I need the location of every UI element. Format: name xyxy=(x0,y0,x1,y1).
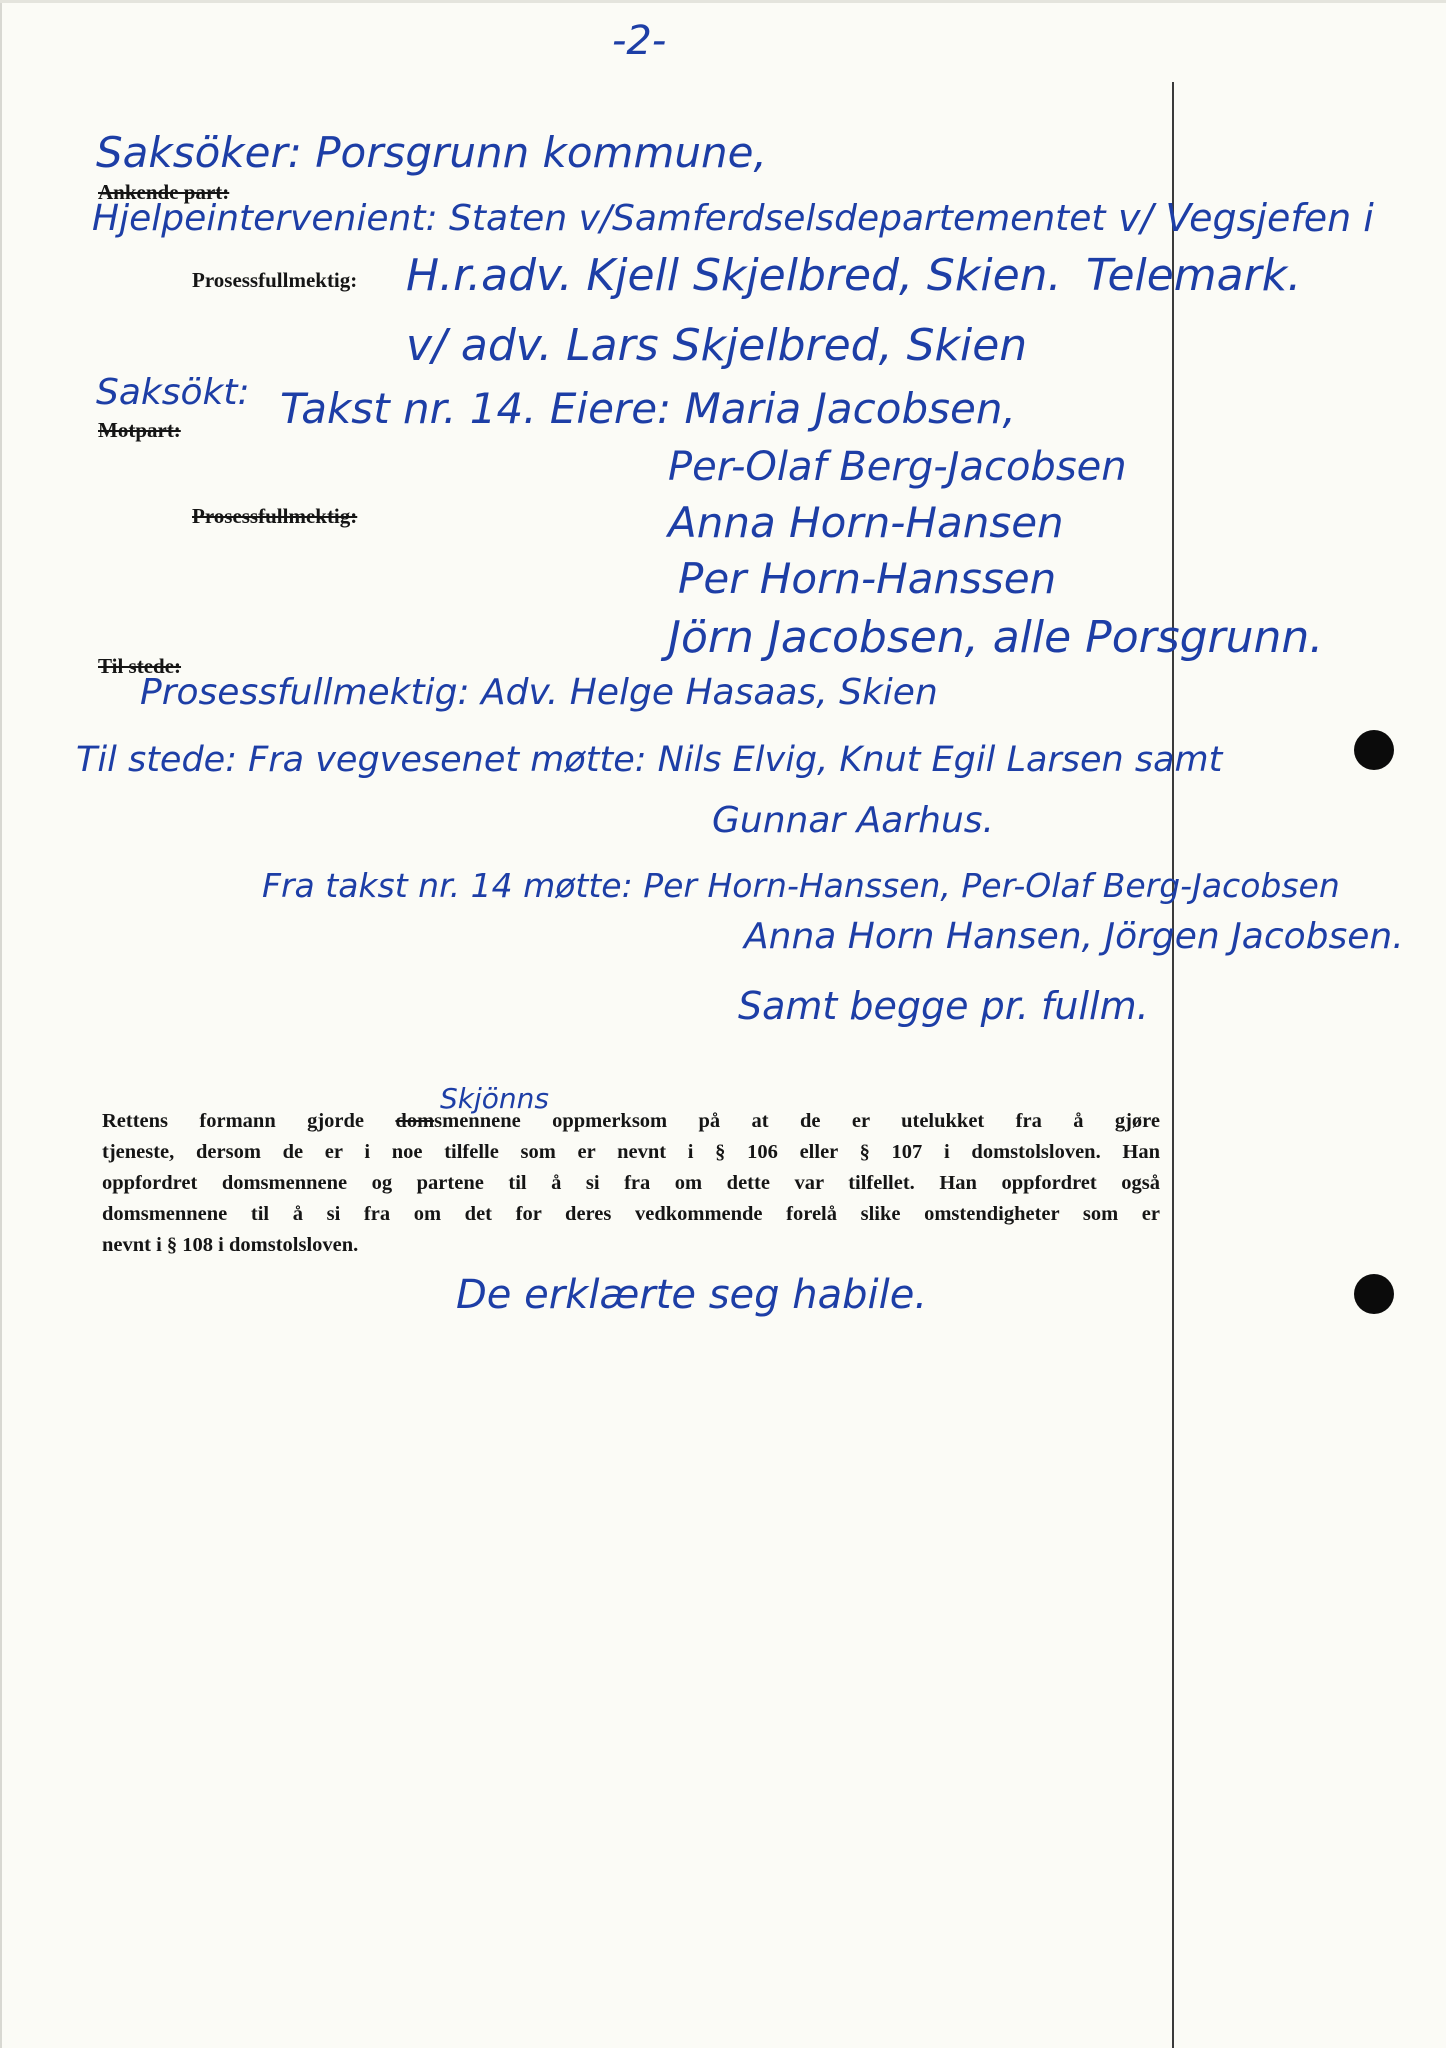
hand-de-erklaerte: De erklærte seg habile. xyxy=(456,1272,928,1318)
hand-prosessfullmektig-2: Prosessfullmektig: Adv. Helge Hasaas, Skien xyxy=(140,672,938,713)
hand-hjelpeintervenient: Hjelpeintervenient: Staten v/Samferdselsdepartementet xyxy=(92,198,1106,239)
hand-samt-begge: Samt begge pr. fullm. xyxy=(738,984,1149,1028)
margin-line xyxy=(1172,82,1174,2048)
hand-owner-3: Anna Horn-Hansen xyxy=(668,498,1064,547)
hand-vegsjefen: v/ Vegsjefen i xyxy=(1118,196,1374,240)
hand-saksokt-value: Takst nr. 14. Eiere: Maria Jacobsen, xyxy=(280,384,1016,433)
page-left-edge xyxy=(0,0,2,2048)
paragraph-line-1: Rettens formann gjorde domsmennene oppmerksom på at de er utelukket fra å gjøre xyxy=(102,1110,1160,1132)
paragraph-line-4: domsmennene til å si fra om det for deres vedkommende forelå slike omstendigheter som er xyxy=(102,1203,1160,1225)
struck-dom: dom xyxy=(395,1110,435,1132)
hand-telemark: Telemark. xyxy=(1086,250,1302,301)
hand-prosessfullmektig-name: H.r.adv. Kjell Skjelbred, Skien. xyxy=(406,250,1062,301)
label-prosessfullmektig: Prosessfullmektig: xyxy=(192,268,358,292)
hand-adv-lars: v/ adv. Lars Skjelbred, Skien xyxy=(406,320,1028,371)
label-til-stede: Til stede: xyxy=(98,654,182,678)
hand-owner-5: Jörn Jacobsen, alle Porsgrunn. xyxy=(668,612,1324,663)
hand-owner-4: Per Horn-Hanssen xyxy=(678,554,1057,603)
court-paragraph xyxy=(102,1106,1160,1261)
label-ankende-part: Ankende part: xyxy=(98,180,230,204)
label-prosessfullmektig-2: Prosessfullmektig: xyxy=(192,504,358,528)
hand-owner-2: Per-Olaf Berg-Jacobsen xyxy=(668,444,1127,490)
hand-gunnar: Gunnar Aarhus. xyxy=(712,800,994,841)
punch-hole-lower xyxy=(1354,1274,1394,1314)
label-motpart: Motpart: xyxy=(98,418,181,442)
paragraph-line-2: tjeneste, dersom de er i noe tilfelle som er nevnt i § 106 eller § 107 i domstolsloven. Han xyxy=(102,1141,1160,1163)
hand-til-stede-line: Til stede: Fra vegvesenet møtte: Nils Elvig, Knut Egil Larsen samt xyxy=(76,740,1223,780)
hand-skjonns: Skjönns xyxy=(440,1082,549,1115)
punch-hole-upper xyxy=(1354,730,1394,770)
page-top-edge xyxy=(0,0,1446,3)
hand-fra-takst: Fra takst nr. 14 møtte: Per Horn-Hanssen, Per-Olaf Berg-Jacobsen xyxy=(262,866,1340,905)
paragraph-line-5: nevnt i § 108 i domstolsloven. xyxy=(102,1234,359,1256)
page-number: -2- xyxy=(612,18,667,64)
hand-saksokt-label: Saksökt: xyxy=(96,372,250,413)
paragraph-line-3: oppfordret domsmennene og partene til å si fra om dette var tilfellet. Han oppfordret også xyxy=(102,1172,1160,1194)
hand-saksoker: Saksöker: Porsgrunn kommune, xyxy=(96,128,767,177)
hand-anna-jorgen: Anna Horn Hansen, Jörgen Jacobsen. xyxy=(744,916,1404,957)
